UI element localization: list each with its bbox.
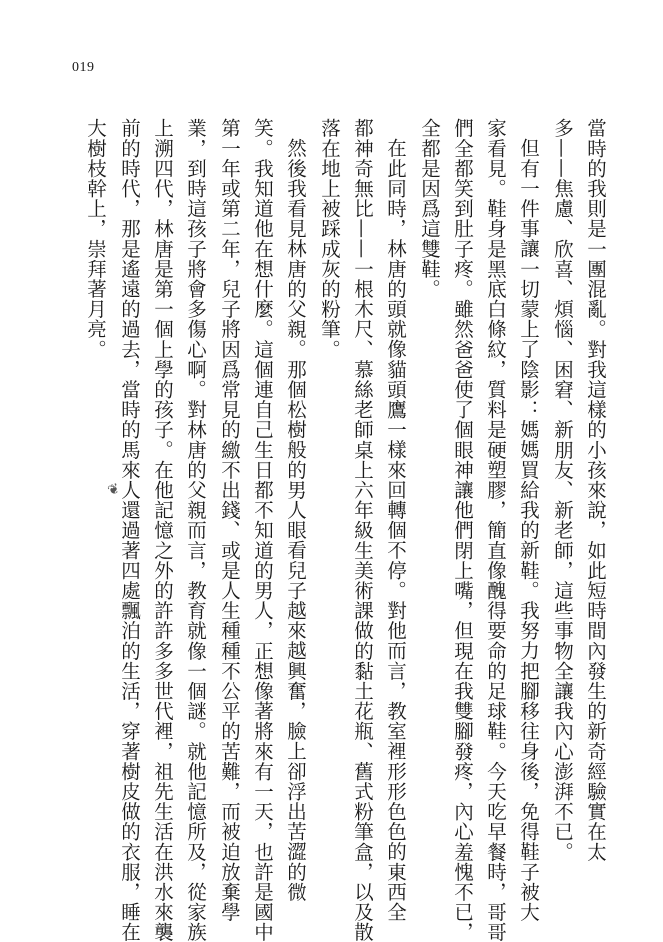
text-column: 但有一件事讓一切蒙上了陰影：媽媽買給我的新鞋。我努力把腳移往身後，免得鞋子被大 xyxy=(517,138,540,922)
page-number: 019 xyxy=(72,60,95,75)
text-column: 當時的我則是一團混亂。對我這樣的小孩來說，如此短時間內發生的新奇經驗實在太 xyxy=(584,118,607,862)
vertical-text-body xyxy=(45,118,607,942)
text-column: 第一年或第二年，兒子將因爲常見的繳不出錢、或是人生種種不公平的苦難，而被迫放棄學 xyxy=(218,118,241,922)
text-column: 在此同時，林唐的頭就像貓頭鷹一樣來回轉個不停。對他而言，教室裡形形色色的東西全 xyxy=(384,138,407,922)
leaf-icon: ❦ xyxy=(105,480,123,500)
text-column: 然後我看見林唐的父親。那個松樹般的男人眼看兒子越來越興奮，臉上卻浮出苦澀的微 xyxy=(284,138,307,902)
text-column: 多——焦慮、欣喜、煩惱、困窘、新朋友、新老師，這些事物全讓我內心澎湃不已。 xyxy=(551,118,574,862)
text-column: 大樹枝幹上，崇拜著月亮。 xyxy=(84,118,107,360)
text-column: 們全都笑到肚子疼。雖然爸爸使了個眼神讓他們閉上嘴，但現在我雙腳發疼，內心羞愧不已， xyxy=(451,118,474,942)
text-column: 全都是因爲這雙鞋。 xyxy=(418,118,441,299)
text-column: 前的時代，那是遙遠的過去，當時的馬來人還過著四處飄泊的生活，穿著樹皮做的衣服，睡在 xyxy=(118,118,141,942)
text-column: 業，到時這孩子將會多傷心啊。對林唐的父親而言，教育就像一個謎。就他記憶所及，從家族 xyxy=(184,118,207,942)
text-column: 落在地上被踩成灰的粉筆。 xyxy=(318,118,341,360)
text-column: 都神奇無比——一根木尺、慕絲老師桌上六年級生美術課做的黏土花瓶、舊式粉筆盒，以及散 xyxy=(351,118,374,942)
text-column: 上溯四代，林唐是第一個上學的孩子。在他記憶之外的許許多多世代裡，祖先生活在洪水來襲 xyxy=(151,118,174,942)
text-column: 家看見。鞋身是黑底白條紋，質料是硬塑膠，簡直像醜得要命的足球鞋。今天吃早餐時，哥哥 xyxy=(484,118,507,942)
text-column: 笑。我知道他在想什麼。這個連自己生日都不知道的男人，正想像著將來有一天，也許是國中 xyxy=(251,118,274,942)
